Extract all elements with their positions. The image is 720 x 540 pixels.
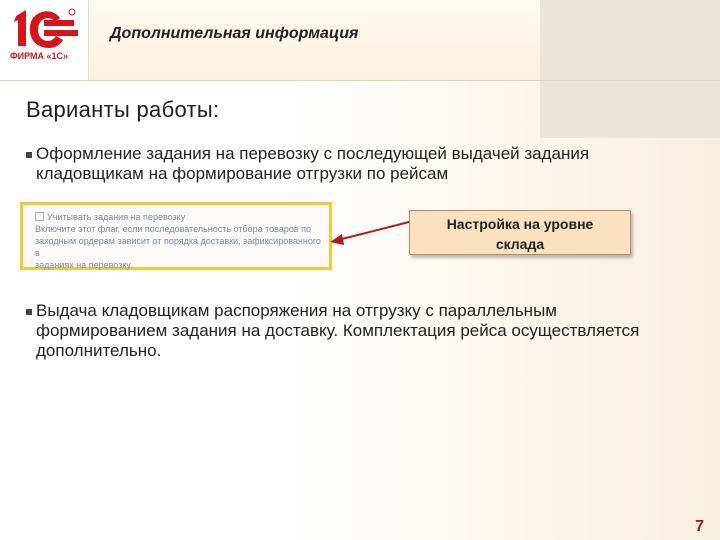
bullet-text-2 bbox=[36, 301, 696, 361]
header-divider bbox=[0, 80, 720, 81]
firma-1c-logo bbox=[8, 6, 88, 62]
bullet-1-line-1: Оформление задания на перевозку с последующей выдачей задания bbox=[36, 144, 590, 163]
screenshot-checkbox-row bbox=[35, 211, 325, 223]
bullet-2-line-1: Выдача кладовщикам распоряжения на отгрузку с параллельным bbox=[36, 301, 557, 320]
checkbox-icon bbox=[35, 212, 44, 221]
bullet-2-line-2: формированием задания на доставку. Комплектация рейса осуществляется bbox=[36, 321, 640, 340]
bullet-2-line-3: дополнительно. bbox=[36, 341, 162, 360]
logo-text: ФИРМА «1С» bbox=[10, 51, 69, 61]
screenshot-hint-3: заданиях на перевозку. bbox=[35, 260, 133, 270]
section-title: Варианты работы: bbox=[26, 97, 220, 122]
callout-line-1: Настройка на уровне bbox=[446, 216, 594, 232]
bullet-1-line-2: кладовщикам на формирование отгрузки по рейсам bbox=[36, 164, 449, 183]
bullet-marker bbox=[26, 152, 32, 158]
page-title: Дополнительная информация bbox=[110, 25, 359, 42]
screenshot-hint-1: Включите этот флаг, если последовательность отбора товаров по bbox=[35, 224, 311, 234]
screenshot-checkbox-label: Учитывать задания на перевозку bbox=[47, 212, 186, 222]
bullet-text-1 bbox=[36, 144, 656, 184]
callout-box bbox=[409, 210, 631, 255]
settings-screenshot bbox=[35, 211, 325, 271]
screenshot-hint-2: заходным ордерам зависит от порядка доставки, зафиксированного в bbox=[35, 236, 321, 258]
bullet-marker bbox=[26, 309, 32, 315]
callout-line-2: склада bbox=[495, 236, 545, 252]
header-separator bbox=[88, 0, 89, 80]
settings-screenshot-highlight bbox=[20, 202, 332, 270]
page-number: 7 bbox=[695, 518, 704, 535]
decorative-grey-box bbox=[540, 0, 720, 138]
